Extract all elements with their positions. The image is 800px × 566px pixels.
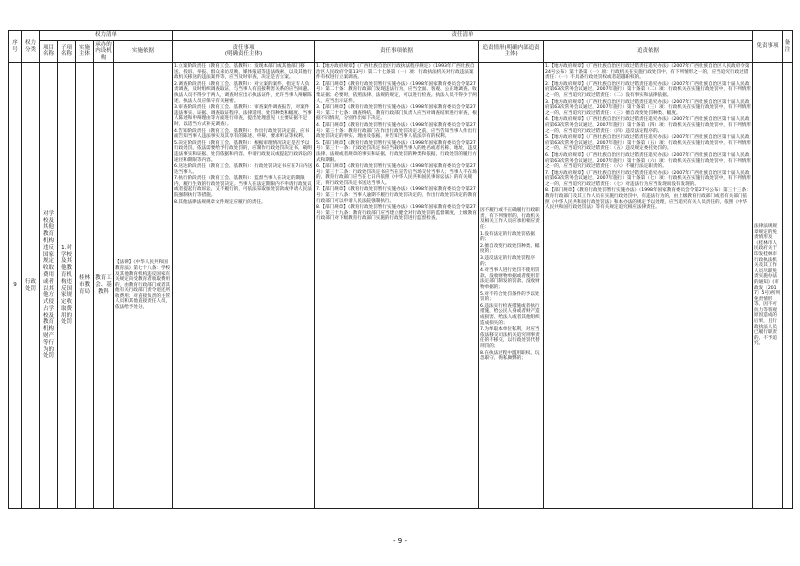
accountability-basis-item: 2.【地方政府规章】《广西壮族自治区行政过错责任追究办法》（2007年广西壮族自治区第十届人民政府第63次常务会议通过，2007年施行）第十条第（二）项：行政机关在实施行政处罚中，有下列情形之一的，应当追究行政过错责任：（二）没有事实和法律依据。 (545, 81, 751, 98)
cell-impl-basis: 【法律】《中华人民共和国教育法》第七十八条：学校及其他教育机构违反国家有关规定向受教育者收取费用的，由教育行政部门或者其他有关行政部门责令退还所收费用；对直接负责的主管人员和其他直接责任人员，依法给予处分。 (114, 63, 173, 509)
power-responsibility-table (8, 30, 793, 509)
accountability-item: 因不履行或不正确履行行政职责，有下列情形的，行政机关及相关工作人员应承担相应责任： (480, 208, 540, 231)
resp-basis-item: 5.【部门规章】《教育行政处罚暂行实施办法》（1998年国家教育委员会令第27号）第三十一条：行政处罚决定书应当载明当事人的姓名或者名称、地址，违反法律、法规或者规章的事实和证据，行政处罚的种类和依据，行政处罚的履行方式和期限。 (316, 140, 477, 163)
header-resp-matter-title: 责任事项 (232, 44, 255, 51)
resp-basis-item: 1.【地方政府规章】《广西壮族自治区行政执法程序规定》（1993年广西壮族自治区人民政府令第13号）第二十七条第（一）项：行政执法机关对行政违法案件有权进行立案调查。 (316, 64, 475, 81)
header-resp-matter-sub: (明确责任主体) (224, 51, 263, 58)
resp-basis-item: 3.【部门规章】《教育行政处罚暂行实施办法》（1998年国家教育委员会令第27号）第二十七条：调查终结，教育行政部门负责人应当对调查结果进行审查，根据不同情况，分别作出如下决定。 (316, 105, 477, 122)
header-resp-basis: 责任事项依据 (315, 40, 479, 63)
accountability-item: 8.在执法过程中滥用职权、玩忽职守、徇私舞弊的； (480, 350, 540, 362)
cell-power-type: 行政处罚 (22, 63, 40, 509)
resp-matter-item: 2.调查阶段责任（教育工会、基教科）：对立案的案件，指定专人负责调查，及时组织调查取证，与当事人有直接利害关系的应当回避。执法人员不得少于两人，调查时应出示执法证件，允许当事人辩解陈述。执法人员应保守有关秘密。 (174, 81, 312, 104)
accountability-basis-item: 7.【地方政府规章】《广西壮族自治区行政过错责任追究办法》（2007年广西壮族自治区第十届人民政府第63次常务会议通过，2007年施行）第十条第（七）项：行政机关在实施行政处罚中，有下列情形之一的，应当追究行政过错责任：（七）对违法行为应当发现而没有发现的。 (545, 170, 751, 187)
resp-basis-item: 2.【部门规章】《教育行政处罚暂行实施办法》（1998年国家教育委员会令第27号）第二十条：教育行政部门发现违法行为，应当全面、客观、公正地调查、收集证据；必要时，依照法律、法规的规定，可以进行检查。执法人员不得少于两人，应当出示证件。 (316, 81, 477, 104)
resp-matter-item: 3.审查阶段责任（教育工会、基教科）：审查案件调查报告，对案件违法事实、证据、调查取证程序、法律适用、处罚种类和幅度、当事人陈述和申辩理由等方面进行审查，提出处理意见（主要证据不足时，以适当方式补充调查）。 (174, 105, 312, 127)
accountability-item: 3.违反法定的行政处罚程序的； (480, 256, 535, 267)
cell-internal-org: 教育工会、基教科 (94, 63, 114, 509)
accountability-basis-item: 8.【部门规章】《教育行政处罚暂行实施办法》（1998年国家教育委员会令第27号公布）第三十三条：教育行政部门及其工作人员在实施行政处罚中，有违法行为的，由上级教育行政部门或者有关部门依照《中华人民共和国行政处罚法》和本办法的规定予以处理，应当追究有关人员责任的，依照《中华人民共和国行政处罚法》等有关规定追究相应法律责任。 (545, 188, 751, 211)
header-sub-item-name: 子项名称 (58, 40, 76, 63)
cell-sub-item-name: 1.对学校及其他教育机构违反国家规定收取费用的处罚 (58, 63, 76, 509)
cell-item-name: 对学校及其他教育机构违反国家规定收取费用或者以其他方式侵占学校及教育机构财产等行为的处罚 (40, 63, 58, 509)
accountability-item: 1.没有法定的行政处罚依据的； (480, 231, 535, 243)
resp-basis-item: 4.【部门规章】《教育行政处罚暂行实施办法》（1998年国家教育委员会令第27号）第三十条：教育行政部门在作出行政处罚决定之前，应当告知当事人作出行政处罚决定的事实、理由及依据，并告知当事人依法享有的权利。 (316, 122, 477, 140)
header-accountability: 追责情形(明确内部追责主体) (479, 40, 544, 63)
cell-resp-basis (315, 63, 479, 509)
resp-basis-item: 6.【部门规章】《教育行政处罚暂行实施办法》（1998年国家教育委员会令第27号）第三十二条：行政处罚决定书应当在宣告后当场交付当事人；当事人不在场的，教育行政部门应当在七日内依照《中华人民共和国民事诉讼法》的有关规定，将行政处罚决定书送达当事人。 (316, 164, 477, 186)
accountability-item: 6.违法实行检查措施或者执行措施，给公民人身或者财产造成损害、给法人或者其他组织造成损失的； (480, 303, 540, 326)
accountability-basis-item: 3.【地方政府规章】《广西壮族自治区行政过错责任追究办法》（2007年广西壮族自治区第十届人民政府第63次常务会议通过，2007年施行）第十条第（三）项：行政机关在实施行政处罚中，有下列情形之一的，应当追究行政过错责任：（三）擅自改变处罚种类、幅度。 (545, 99, 751, 116)
header-exemption: 免责事项 (753, 31, 783, 63)
cell-impl-subject: 桂林市教育局 (76, 63, 94, 509)
resp-matter-item: 7.执行阶段责任（教育工会、基教科）：监督当事人在决定的期限内，履行生效的行政处罚决定。当事人在法定期限内不申请行政复议或者提起行政诉讼，又不履行的，可依法采取加处罚款或申请人民法院强制执行等措施。 (174, 176, 312, 199)
header-power-list: 权力清单 (40, 31, 173, 41)
accountability-basis-item: 1.【地方政府规章】《广西壮族自治区行政过错责任追究办法》（2007年广西壮族自治区人民政府令第24号公布）第十条第（一）项：行政机关在实施行政处罚中，有下列情形之一的，应当追究行政过错责任：（一）不具备行政处罚权或者超越职权的。 (545, 64, 750, 81)
cell-exemption: 法律法规规章规定的免责情形及《桂林市人民政府关于印发桂林市行政执法机关及其工作人员尽职免责实施办法的通知》(市政发〔2017〕5号)所列免责情形等。因不可抗力等客观原因造成的后果，且行政执法人员已履行职责的，不予追究。 (753, 63, 783, 509)
header-seq: 序号 (9, 31, 22, 63)
header-internal-org: 承办的内设机构 (95, 41, 112, 61)
accountability-basis-item: 6.【地方政府规章】《广西壮族自治区行政过错责任追究办法》（2007年广西壮族自治区第十届人民政府第63次常务会议通过，2007年施行）第十条第（六）项：行政机关在实施行政处罚中，有下列情形之一的，应当追究行政过错责任：（六）不履行法定职责的。 (545, 152, 751, 170)
header-impl-basis: 实施依据 (114, 40, 173, 63)
cell-remark (783, 63, 793, 509)
accountability-item: 7.为牟取本单位私利，对应当依法移交司法机关追究刑事责任的不移交，以行政处罚代替刑罚的； (480, 327, 540, 349)
cell-seq: 9 (9, 63, 22, 509)
cell-accountability-basis (544, 63, 753, 509)
resp-matter-item: 1.立案阶段责任（教育工会、基教科）：发现本部门或其他部门移送、投诉、举报、群众来访反映、媒体报道等违法线索，以及其他行政机关移送的违法案件等，应当及时审查，决定是否立案。 (174, 64, 312, 81)
accountability-basis-item: 4.【地方政府规章】《广西壮族自治区行政过错责任追究办法》（2007年广西壮族自治区第十届人民政府第63次常务会议通过，2007年施行）第十条第（四）项：行政机关在实施行政处罚中，有下列情形之一的，应当追究行政过错责任：（四）违反法定程序的。 (545, 117, 751, 134)
header-accountability-basis: 追责依据 (544, 40, 753, 63)
accountability-item: 2.擅自改变行政处罚种类、幅度的； (480, 243, 540, 255)
resp-matter-item: 5.决定阶段责任（教育工会、基教科）：根据审理情况决定是否予以行政处罚。依法需要给予行政处罚的，应制作行政处罚决定书，载明违法事实和证据、处罚依据和内容、申请行政复议或提起行政诉讼的途径和期限等内容。 (174, 140, 312, 163)
page-number: - 9 - (393, 537, 407, 545)
resp-basis-item: 7.【部门规章】《教育行政处罚暂行实施办法》（1998年国家教育委员会令第27号）第三十八条：当事人逾期不履行行政处罚决定的，作出行政处罚决定的教育行政部门可以申请人民法院强制执行。 (316, 187, 477, 204)
resp-matter-item: 8.其他法律法规规章文件规定应履行的责任。 (174, 199, 266, 205)
accountability-item: 4.对当事人进行处罚不使用罚款、没收财物单据或者使用非法定部门制发的罚款、没收财物单据的； (480, 268, 540, 290)
header-remark: 备注 (783, 31, 793, 63)
header-power-type: 权力分类 (22, 31, 40, 63)
resp-matter-item: 4.告知阶段责任（教育工会、基教科）：作出行政处罚决定前，应书面告知当事人违法事实及其享有的陈述、申辩、要求听证等权利。 (174, 128, 310, 140)
header-impl-subject: 实施主体 (76, 40, 94, 63)
accountability-item: 5.对不符合处罚条件的予以处罚的； (480, 291, 540, 303)
header-resp-matter (173, 40, 315, 63)
header-item-name: 项目名称 (40, 40, 58, 63)
header-responsibility-list: 责任清单 (173, 31, 753, 41)
resp-basis-item: 8.【部门规章】《教育行政处罚暂行实施办法》（1998年国家教育委员会令第27号）第三十九条：教育行政部门应当建立健全对行政处罚的监督制度，上级教育行政部门对下级教育行政部门实施的行政处罚进行监督检查。 (316, 205, 477, 222)
cell-accountability (479, 63, 544, 509)
accountability-basis-item: 5.【地方政府规章】《广西壮族自治区行政过错责任追究办法》（2007年广西壮族自治区第十届人民政府第63次常务会议通过，2007年施行）第十条第（五）项：行政机关在实施行政处罚中，有下列情形之一的，应当追究行政过错责任：（五）违反规定委托处罚的。 (545, 135, 751, 152)
cell-resp-matter (173, 63, 315, 509)
resp-matter-item: 6.送达阶段责任（教育工会、基教科）：行政处罚决定书应在7日内送达当事人。 (174, 164, 313, 175)
